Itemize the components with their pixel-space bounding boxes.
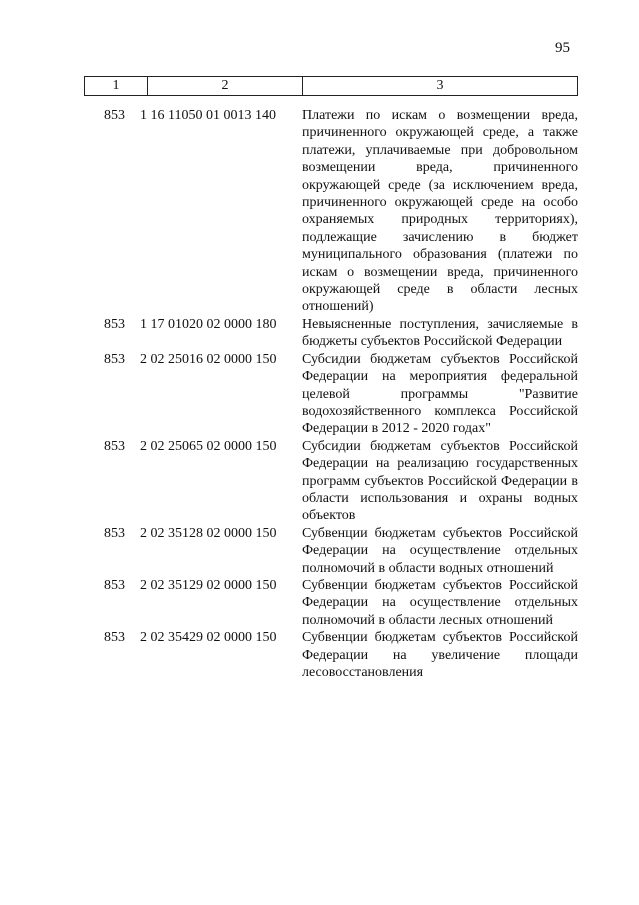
table-row — [84, 525, 584, 577]
revenue-name-cell: Невыясненные поступления, зачисляемые в бюджеты субъектов Российской Федерации — [302, 316, 582, 350]
page-number: 95 — [555, 40, 570, 56]
admin-code-cell: 853 — [104, 525, 125, 541]
budget-code-cell: 2 02 35429 02 0000 150 — [140, 630, 277, 646]
table-body — [84, 107, 584, 681]
admin-code-cell: 853 — [104, 351, 125, 367]
admin-code-cell: 853 — [104, 108, 125, 123]
budget-code-cell: 2 02 25016 02 0000 150 — [140, 351, 277, 367]
revenue-name-cell: Платежи по искам о возмещении вреда, причиненного окружающей среде, а также платежи, уплачиваемые при добровольном возмещении вреда, причиненного окружающей среде (за исключением вреда, причиненного окружающей среде на особо охраняемых природных территориях), подлежащие зачислению в бюджет муниципального образования (платежи по искам о возмещении вреда, причиненного окружающей среде в области лесных отношений) — [302, 108, 582, 315]
revenue-name-cell: Субвенции бюджетам субъектов Российской Федерации на осуществление отдельных полномочий в области водных отношений — [302, 525, 582, 576]
column-header-3: 3 — [436, 78, 444, 93]
budget-code-cell: 1 17 01020 02 0000 180 — [140, 316, 277, 332]
table-row — [84, 629, 584, 681]
table-column-header — [84, 76, 578, 96]
admin-code-cell: 853 — [104, 577, 125, 593]
budget-code-cell: 2 02 35129 02 0000 150 — [140, 577, 277, 593]
revenue-name-cell: Субсидии бюджетам субъектов Российской Федерации на реализацию государственных программ субъектов Российской Федерации в области использования и охраны водных объектов — [302, 438, 582, 524]
table-row — [84, 577, 584, 629]
table-row — [84, 438, 584, 525]
column-header-1: 1 — [85, 77, 148, 95]
admin-code-cell: 853 — [104, 630, 125, 646]
revenue-name-cell: Субвенции бюджетам субъектов Российской Федерации на увеличение площади лесовосстановления — [302, 630, 582, 680]
revenue-name-cell: Субсидии бюджетам субъектов Российской Федерации на мероприятия федеральной целевой программы "Развитие водохозяйственного комплекса Российской Федерации в 2012 - 2020 годах" — [302, 351, 582, 437]
table-row — [84, 316, 584, 351]
budget-code-cell: 2 02 35128 02 0000 150 — [140, 525, 277, 541]
table-row — [84, 351, 584, 438]
column-header-2: 2 — [148, 77, 303, 95]
table-row — [84, 107, 584, 316]
budget-code-cell: 2 02 25065 02 0000 150 — [140, 438, 277, 454]
admin-code-cell: 853 — [104, 316, 125, 332]
admin-code-cell: 853 — [104, 438, 125, 454]
budget-code-cell: 1 16 11050 01 0013 140 — [140, 108, 276, 123]
revenue-name-cell: Субвенции бюджетам субъектов Российской Федерации на осуществление отдельных полномочий в области лесных отношений — [302, 577, 582, 628]
